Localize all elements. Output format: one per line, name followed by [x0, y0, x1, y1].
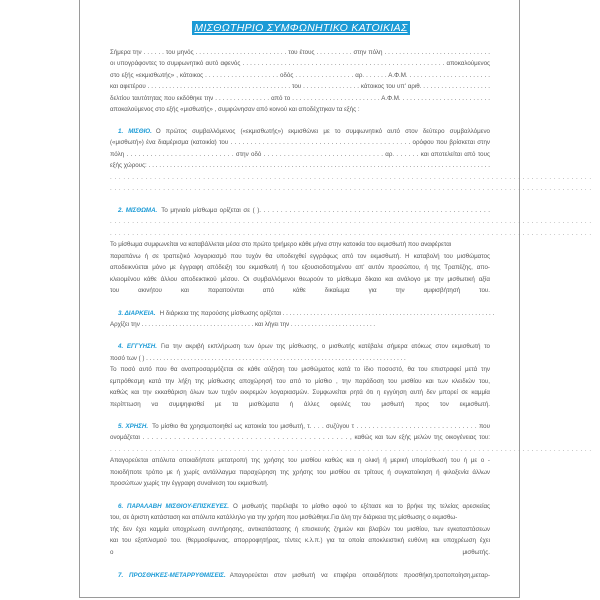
section-4-first-line	[118, 343, 490, 351]
section-2-line: κλειομένου κάθε άλλου αποδεικτικού μέσου. Οι συμβαλλόμενοι θεωρούν το μίσθωμα δίκαιο και ανάλογο με την μισθωτική αξία	[110, 276, 490, 283]
section-2-line: . . . . . . . . . . . . . . . . . . . . . . . . . . . . . . . . . . . . . . . . . . . . . . . . . . . . . . . . . . . . . . . . . . . . . . . . . . . . . . . . . . . . . . . . . . . . . . . . . . . . . . . . . . . . .	[110, 218, 592, 225]
section-4-line: περίπτωση να συμψηφισθεί με τα μισθώματα ή άλλες οφειλές του μισθωτή προς τον εκμισθωτή.	[110, 401, 490, 408]
section-3-first-line	[118, 310, 495, 318]
section-heading: 1. ΜΙΣΘΙΟ.	[118, 128, 152, 135]
section-2-line: αποδεικνύεται μόνο με έγγραφη απόδειξη του εκμισθωτή ή του εξουσιοδοτημένου απ' αυτόν προσώπου, ή της Τραπέζης, απο-	[110, 264, 490, 271]
section-1-first-line	[118, 128, 490, 136]
section-1-line: εξής χώρους: . . . . . . . . . . . . . . . . . . . . . . . . . . . . . . . . . . . . . . . . . . . . . . . . . . . . . . . . . . . . . . . . . . . . . . . . . . . . . . . . . . . . . . . . . . . . . . . .	[110, 162, 490, 169]
section-4-line: ποσό των ( ) . . . . . . . . . . . . . . . . . . . . . . . . . . . . . . . . . . . . . . . . . . . . . . . . . . . . . . . . . . . . . . . . . . . . . . . . . . . .	[110, 355, 406, 362]
section-2-first-line	[118, 207, 490, 215]
section-2-line: Το μίσθωμα συμφωνείται να καταβάλλεται μέσα στο πρώτο τριήμερο κάθε μήνα στην κατοικία του εκμισθωτή που αναφέρεται	[110, 241, 452, 248]
header-line: Σήμερα την . . . . . . του μηνός . . . . . . . . . . . . . . . . . . . . . . . . . τoυ έτους . . . . . . . . . . στην πόλη . . . . . . . . . . . . . . . . . . . . . . . . . . . . .	[110, 49, 490, 56]
section-2-line: του ακινήτου και παραιτούνται από κάθε δικαίωμα για την αμφισβήτησή του.	[110, 287, 490, 294]
section-7-first-line	[118, 572, 490, 580]
header-line: στο εξής «εκμισθωτής» , κάτοικος . . . . . . . . . . . . . . . . . . . . οδός . . . . . . . . . . . . . . . . αρ. . . . . . . Α.Φ.Μ. . . . . . . . . . . . . . . . . . . . . . .	[110, 72, 490, 79]
header-line: οι υπογράφοντες το συμφωνητικό αυτό αφενός . . . . . . . . . . . . . . . . . . . . . . . . . . . . . . . . . . . . . . . . . . . . . . . . . . . . . αποκαλούμενος	[110, 60, 490, 67]
section-6-first-line	[118, 503, 490, 511]
section-heading: 3. ΔΙΑΡΚΕΙΑ.	[118, 310, 156, 317]
section-4-line: Το ποσό αυτό που θα αναπροσαρμόζεται σε κάθε αύξηση του μισθώματος κατά το ίδιο ποσοστό, θα του επιστραφεί μετά την	[110, 366, 490, 373]
section-heading: 5. ΧΡΗΣΗ.	[118, 423, 149, 430]
header-line: και αφετέρου . . . . . . . . . . . . . . . . . . . . . . . . . . . . . . . . . . . . . . . . του . . . . . . . . . . . . . . . . κάτοικος του υπ' αριθ. . . . . . . . . . . . . . . . . . . .	[110, 83, 490, 90]
section-1-line: . . . . . . . . . . . . . . . . . . . . . . . . . . . . . . . . . . . . . . . . . . . . . . . . . . . . . . . . . . . . . . . . . . . . . . . . . . . . . . . . . . . . . . . . . . . . . . . . . . . . . . . . . . . . .	[110, 174, 592, 181]
section-1-line: («μισθωτή») ένα διαμέρισμα (κατοικία) του . . . . . . . . . . . . . . . . . . . . . . . . . . . . . . . . . . . . . . . . . . . . . ορόφου που βρίσκεται στην	[110, 139, 490, 146]
section-text: Για την ακριβή εκπλήρωση των όρων της μίσθωσης, ο μισθωτής κατέβαλε σήμερα ατόκως στον εκμισθωτή το	[161, 343, 490, 350]
header-line: δελτίου ταυτότητας που εκδόθηκε την . . . . . . . . . . . . . . . από το . . . . . . . . . . . . . . . . . . . . . . . . Α.Φ.Μ. . . . . . . . . . . . . . . . . . . . . . . . .	[110, 95, 490, 102]
section-1-line: πόλη . . . . . . . . . . . . . . . . . . . . . . . . . . . στην οδό . . . . . . . . . . . . . . . . . . . . . . . . . . . . . . αρ. . . . . . . και αποτελείται από τους	[110, 151, 490, 158]
section-text: Ο μισθωτής παρέλαβε το μίσθιο αφού το εξέτασε και το βρήκε της τελείας αρεσκείας	[232, 503, 491, 510]
section-heading: 2. ΜΙΣΘΩΜΑ.	[118, 207, 158, 214]
header-line: αποκαλούμενος στο εξής «μισθωτής» , συμφώνησαν από κοινού και αποδέχτηκαν τα εξής :	[110, 106, 360, 113]
section-5-line: Απαγορεύεται απόλυτα οποιαδήποτε μετατροπή της χρήσης του μισθίου καθώς και η ολική ή μερική υπομίσθωσή του ή με ο -	[110, 457, 490, 464]
section-2-line: . . . . . . . . . . . . . . . . . . . . . . . . . . . . . . . . . . . . . . . . . . . . . . . . . . . . . . . . . . . . . . . . . . . . . . . . . . . . . . . . . . . . . . . . . . . . . . . . . . . . . . . . . . . . .	[110, 230, 592, 237]
section-6-line: και του εξοπλισμού του. (θερμοσίφωνας, απορροφητήρας, τέντες κ.λ.π.) για τα οποία αποκλειστική ευθύνη και υποχρέωση έχει	[110, 537, 490, 544]
section-heading: 4. ΕΓΓΥΗΣΗ.	[118, 343, 157, 350]
document-title: ΜΙΣΘΩΤΗΡΙΟ ΣΥΜΦΩΝΗΤΙΚΟ ΚΑΤΟΙΚΙΑΣ	[192, 21, 410, 35]
section-3-line: Αρχίζει την . . . . . . . . . . . . . . . . . . . . . . . . . . . . . . . . . και λήγει την . . . . . . . . . . . . . . . . . . . . . . . . .	[110, 321, 376, 328]
section-text: Το μηνιαίο μίσθωμα ορίζεται σε ( ). . . . . . . . . . . . . . . . . . . . . . . . . . . . . . . . . . . . . . . . . . . . . . . . . . . . . .	[161, 207, 490, 214]
section-text: Το μίσθιο θα χρησιμοποιηθεί ως κατοικία του μισθωτή, τ. . . . συζύγου τ . . . . . . . . . . . . . . . . . . . . . . . . . . . . . . που	[152, 423, 490, 430]
section-2-line: παραπάνω ή σε τραπεζικό λογαριασμό που τυχόν θα υποδειχθεί εγγράφως από τον εκμισθωτή. Η καταβολή του μισθώματος	[110, 253, 490, 260]
section-5-line: . . . . . . . . . . . . . . . . . . . . . . . . . . . . . . . . . . . . . . . . . . . . . . . . . . . . . . . . . . . . . . . . . . . . . . . . . . . . . . . . . . . . . . . . . . . . . . . . . . . . . . . . . . . . .	[110, 446, 592, 453]
section-4-line: καθώς και την εκκαθάριση όλων των τυχόν εκκρεμών λογαριασμών. Συμφωνείται ρητά ότι η εγγύηση αυτή δεν μπορεί σε καμμία	[110, 389, 490, 396]
section-6-line: ο μισθωτής.	[110, 549, 490, 556]
section-heading: 7. ΠΡΟΣΘΗΚΕΣ-ΜΕΤΑΡΡΥΘΜΙΣΕΙΣ.	[118, 572, 226, 579]
section-6-line: τής δεν έχει καμμία υποχρέωση συντήρησης, αντικατάστασης ή επισκευής ζημιών και βλαβών του μισθίου, των εγκαταστάσεων	[110, 526, 490, 533]
section-5-line: προσώπων χωρίς την έγγραφη συναίνεση του εκμισθωτή.	[110, 480, 269, 487]
section-text: Απαγορεύεται στον μισθωτή να επιφέρει οποιαδήποτε προσθήκη,τροποποίηση,μεταρ-	[229, 572, 491, 579]
section-text: Η διάρκεια της παρούσης μίσθωσης ορίζεται . . . . . . . . . . . . . . . . . . . . . . . . . . . . . . . . . . . . . . . . . . . . . . . . . . . . . . . . . . . . . .	[159, 310, 495, 317]
section-heading: 6. ΠΑΡΑΛΑΒΗ ΜΙΣΘΙΟΥ-ΕΠΙΣΚΕΥΕΣ.	[118, 503, 229, 510]
section-1-line: . . . . . . . . . . . . . . . . . . . . . . . . . . . . . . . . . . . . . . . . . . . . . . . . . . . . . . . . . . . . . . . . . . . . . . . . . . . . . . . . . . . . . . . . . . . . . . . . . . . . . . . . . . . . .	[110, 185, 592, 192]
section-5-line: ονομάζεται . . . . . . . . . . . . . . . . . . . . . . . . . . . . . . . . . . . . . . . . . . . . . . , καθώς και των εξής μελών της οικογένειας του:	[110, 434, 490, 441]
section-5-first-line	[118, 423, 490, 431]
section-6-line: του, σε άριστη κατάσταση και απόλυτα κατάλληλο για την χρήση που μισθώθηκε.Για όλη την διάρκεια της μίσθωσης ο εκμισθω-	[110, 514, 458, 521]
section-text: Ο πρώτος συμβαλλόμενος («εκμισθωτής») εκμισθώνει με το συμφωνητικό αυτό στον δεύτερο συμβαλλόμενο	[155, 128, 490, 135]
section-5-line: ποιοδήποτε τρόπο με ή χωρίς αντάλλαγμα παραχώρηση της χρήσης του μισθίου σε τρίτους ή συγκατοίκηση ή φιλοξενία άλλων	[110, 469, 490, 476]
section-4-line: εμπρόθεσμη κατά την λήξη της μίσθωσης αποχώρησή του από το μίσθιο , την παράδοση του μισθίου και των κλειδιών του,	[110, 378, 490, 385]
